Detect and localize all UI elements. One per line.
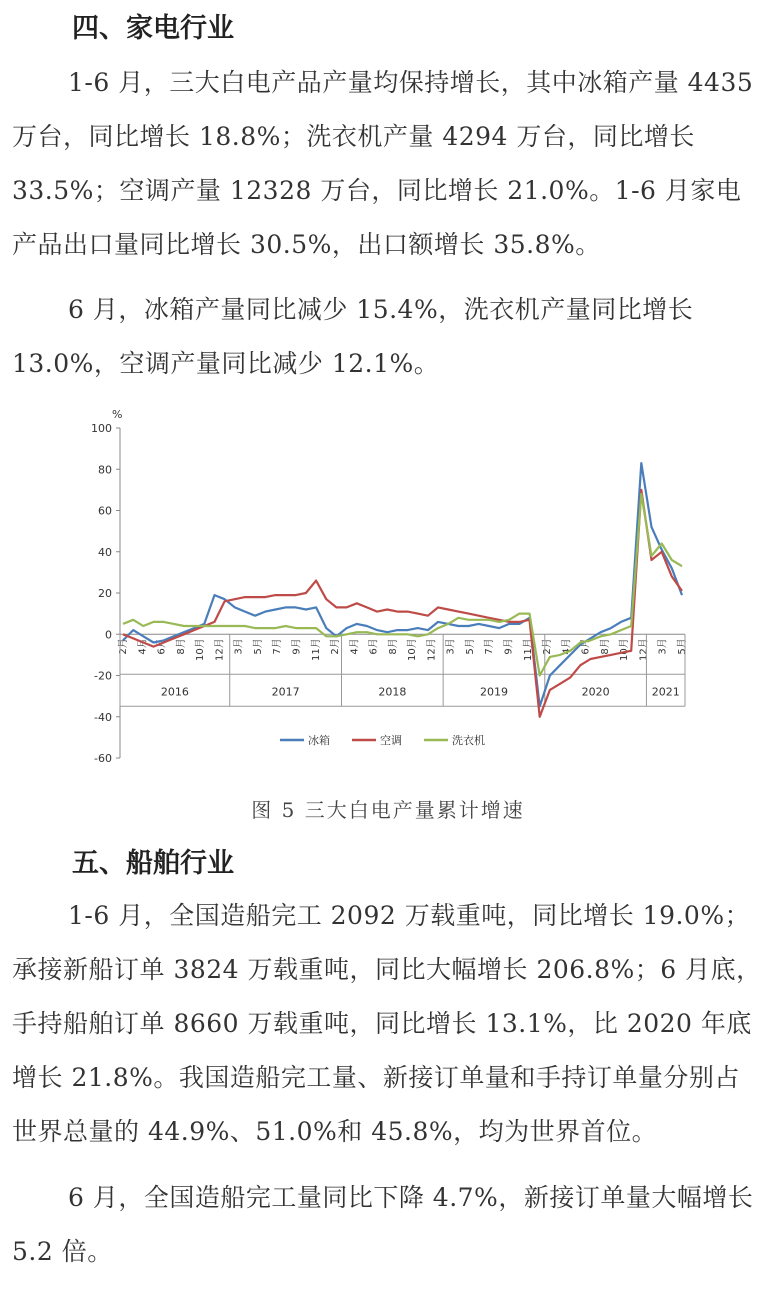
x-tick-label: 6月 bbox=[580, 638, 592, 655]
y-tick-label: 20 bbox=[98, 587, 112, 600]
x-tick-label: 5月 bbox=[252, 638, 264, 655]
x-tick-label: 11月 bbox=[522, 638, 534, 661]
y-tick-label: -60 bbox=[94, 752, 112, 762]
year-label: 2017 bbox=[271, 685, 300, 699]
x-tick-label: 4月 bbox=[561, 638, 573, 655]
x-tick-label: 7月 bbox=[484, 638, 496, 655]
year-label: 2019 bbox=[479, 685, 508, 699]
year-label: 2018 bbox=[378, 685, 407, 699]
x-tick-label: 5月 bbox=[677, 638, 688, 655]
x-tick-label: 5月 bbox=[464, 638, 476, 655]
year-label: 2021 bbox=[651, 685, 680, 699]
x-tick-label: 10月 bbox=[407, 638, 419, 661]
year-label: 2020 bbox=[581, 685, 610, 699]
legend-fridge-label: 冰箱 bbox=[308, 734, 330, 747]
legend-washer-label: 洗衣机 bbox=[452, 734, 485, 747]
x-tick-label: 6月 bbox=[368, 638, 380, 655]
x-tick-label: 4月 bbox=[137, 638, 149, 655]
y-tick-label: 40 bbox=[98, 545, 112, 559]
x-tick-label: 3月 bbox=[233, 638, 245, 655]
x-tick-label: 6月 bbox=[156, 638, 168, 655]
paragraph-appliances-1: 1-6 月，三大白电产品产量均保持增长，其中冰箱产量 4435 万台，同比增长 18.8%；洗衣机产量 4294 万台，同比增长 33.5%；空调产量 12328 万台，同比增长 21.0%。1-6 月家电产品出口量同比增长 30.5%，出口额增长 35.8%。 bbox=[12, 68, 754, 259]
figure-caption: 图 5 三大白电产量累计增速 bbox=[251, 798, 525, 822]
x-tick-label: 12月 bbox=[214, 638, 226, 661]
fridge-series-line bbox=[123, 463, 682, 706]
washer-series-line bbox=[123, 494, 682, 676]
x-tick-label: 8月 bbox=[599, 638, 611, 655]
y-tick-label: 100 bbox=[91, 422, 112, 435]
x-tick-label: 10月 bbox=[195, 638, 207, 661]
x-tick-label: 11月 bbox=[310, 638, 322, 661]
x-tick-label: 12月 bbox=[638, 638, 650, 661]
ac-series-line bbox=[123, 490, 682, 717]
x-tick-label: 9月 bbox=[503, 638, 515, 655]
year-label: 2016 bbox=[160, 685, 189, 699]
paragraph-shipbuilding-1: 1-6 月，全国造船完工 2092 万载重吨，同比增长 19.0%；承接新船订单 3824 万载重吨，同比大幅增长 206.8%；6 月底，手持船舶订单 8660 万载重吨，同比增长 13.1%，比 2020 年底增长 21.8%。我国造船完工量、新接订单量和手持订单量分别占世界总量的 44.9%、51.0%和 45.8%，均为世界首位。 bbox=[12, 901, 762, 1146]
y-tick-label: -40 bbox=[94, 710, 112, 724]
x-tick-label: 8月 bbox=[175, 638, 187, 655]
x-tick-label: 10月 bbox=[619, 638, 631, 661]
y-axis-unit-label: % bbox=[112, 408, 123, 421]
y-tick-label: -20 bbox=[94, 669, 112, 683]
x-tick-label: 3月 bbox=[657, 638, 669, 655]
paragraph-appliances-2: 6 月，冰箱产量同比减少 15.4%，洗衣机产量同比增长 13.0%，空调产量同比减少 12.1%。 bbox=[12, 295, 694, 378]
legend-ac-label: 空调 bbox=[380, 734, 402, 747]
chart-container bbox=[80, 402, 700, 762]
section-heading-shipbuilding: 五、船舶行业 bbox=[72, 848, 234, 879]
y-tick-label: 0 bbox=[105, 628, 112, 642]
section-heading-appliances: 四、家电行业 bbox=[72, 13, 234, 44]
appliance-output-growth-chart bbox=[80, 402, 700, 762]
x-tick-label: 8月 bbox=[387, 638, 399, 655]
y-tick-label: 80 bbox=[98, 463, 112, 477]
x-tick-label: 9月 bbox=[291, 638, 303, 655]
x-tick-label: 3月 bbox=[445, 638, 457, 655]
x-tick-label: 7月 bbox=[272, 638, 284, 655]
x-tick-label: 2月 bbox=[118, 638, 129, 655]
x-tick-label: 4月 bbox=[349, 638, 361, 655]
x-tick-label: 12月 bbox=[426, 638, 438, 661]
x-tick-label: 2月 bbox=[330, 638, 342, 655]
paragraph-shipbuilding-2: 6 月，全国造船完工量同比下降 4.7%，新接订单量大幅增长 5.2 倍。 bbox=[12, 1183, 754, 1266]
x-tick-label: 2月 bbox=[542, 638, 554, 655]
y-tick-label: 60 bbox=[98, 504, 112, 518]
